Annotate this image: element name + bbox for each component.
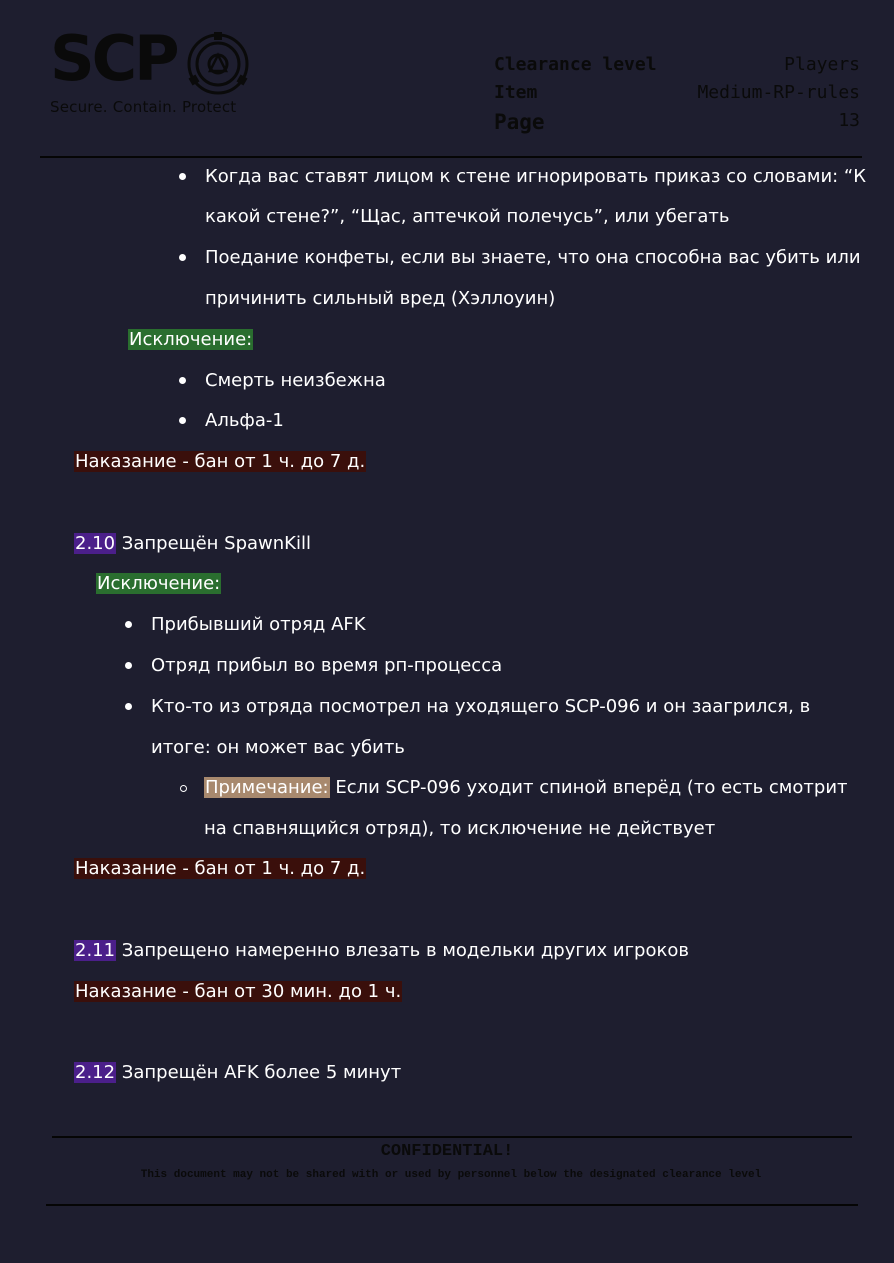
footer-divider-top [52,1136,852,1138]
list-item: Прибывший отряд AFK [151,614,366,635]
confidential-title: CONFIDENTIAL! [380,1142,514,1161]
list-item: Смерть неизбежна [205,370,386,391]
rule-2-10 [74,531,311,557]
rule-2-12 [74,1060,401,1086]
footer-divider-bottom [46,1204,858,1206]
sub-bullet-icon [180,785,187,792]
note-line [204,775,848,801]
bullet-icon [179,417,186,424]
bullet-icon [179,254,186,261]
clearance-value: Players [784,54,860,75]
exception-heading [96,571,221,597]
punishment-text: Наказание - бан от 1 ч. до 7 д. [75,858,366,879]
page-number: 13 [838,110,860,131]
bullet-icon [125,621,132,628]
exception-heading [128,327,253,353]
list-item: Поедание конфеты, если вы знаете, что она способна вас убить или [205,247,861,268]
page-label: Page [494,110,545,134]
confidential-note: This document may not be shared with or used by personnel below the designated clearance level [140,1169,762,1181]
logo-wordmark: SCP [50,22,177,95]
punishment-text: Наказание - бан от 30 мин. до 1 ч. [75,981,402,1002]
punishment-text: Наказание - бан от 1 ч. до 7 д. [75,451,366,472]
clearance-label: Clearance level [494,54,657,75]
list-item: Когда вас ставят лицом к стене игнорировать приказ со словами: “К [205,166,867,187]
list-item: Отряд прибыл во время рп-процесса [151,655,503,676]
rule-text: Запрещено намеренно влезать в модельки других игроков [116,940,689,961]
list-item: Альфа-1 [205,410,284,431]
list-item: Кто-то из отряда посмотрел на уходящего SCP-096 и он заагрился, в [151,696,811,717]
rule-2-11 [74,938,689,964]
item-value: Medium-RP-rules [697,82,860,103]
note-label: Примечание: [205,777,329,798]
document-meta [494,54,860,138]
punishment-line [74,449,366,475]
bullet-icon [125,703,132,710]
bullet-icon [179,377,186,384]
bullet-icon [125,662,132,669]
meta-page-row [494,110,860,138]
item-label: Item [494,82,538,103]
rule-number: 2.10 [75,533,116,554]
rule-number: 2.11 [75,940,116,961]
exception-label: Исключение: [97,573,221,594]
exception-label: Исключение: [129,329,253,350]
header-divider [40,156,862,158]
logo-tagline: Secure. Contain. Protect [50,98,237,116]
scp-emblem-icon [186,32,250,96]
list-item-continuation: итоге: он может вас убить [151,737,405,758]
note-text: Если SCP-096 уходит спиной вперёд (то есть смотрит [329,777,848,798]
rule-text: Запрещён SpawnKill [116,533,311,554]
note-continuation: на спавнящийся отряд), то исключение не действует [204,818,716,839]
list-item-continuation: причинить сильный вред (Хэллоуин) [205,288,556,309]
meta-clearance-row [494,54,860,82]
punishment-line [74,979,402,1005]
meta-item-row [494,82,860,110]
list-item-continuation: какой стене?”, “Щас, аптечкой полечусь”, или убегать [205,206,730,227]
rule-text: Запрещён AFK более 5 минут [116,1062,402,1083]
rule-number: 2.12 [75,1062,116,1083]
punishment-line [74,856,366,882]
bullet-icon [179,173,186,180]
scp-logo [50,22,260,120]
